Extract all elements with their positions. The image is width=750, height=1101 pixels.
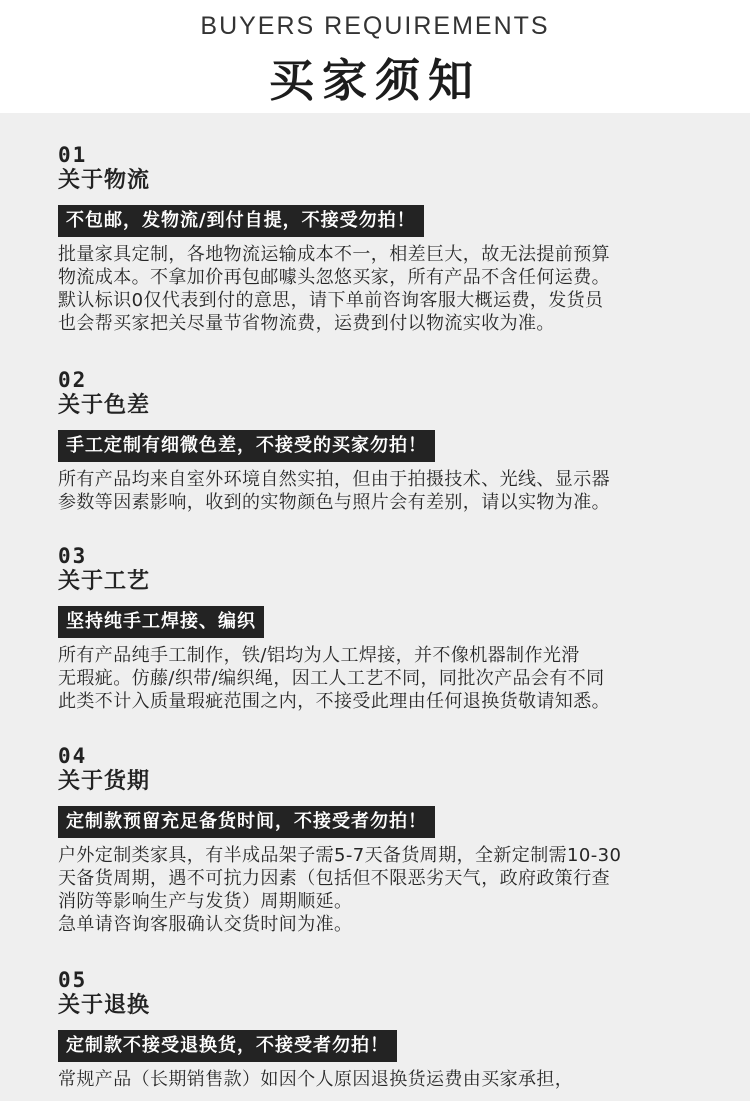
- section-body: 所有产品均来自室外环境自然实拍，但由于拍摄技术、光线、显示器 参数等因素影响，收到的实物颜色与照片会有差别，请以实物为准。: [58, 469, 610, 513]
- section-craftsmanship: [58, 544, 750, 744]
- section-banner: 不包邮，发物流/到付自提，不接受勿拍！: [58, 205, 424, 237]
- section-number: 05: [58, 968, 88, 992]
- section-title: 关于退换: [58, 993, 151, 1018]
- section-number: 01: [58, 143, 88, 167]
- section-title: 关于物流: [58, 168, 151, 193]
- section-title: 关于色差: [58, 393, 151, 418]
- section-number: 03: [58, 544, 88, 568]
- section-delivery-time: [58, 744, 750, 968]
- page-title-en: BUYERS REQUIREMENTS: [200, 12, 550, 40]
- section-color-difference: [58, 368, 750, 544]
- section-title: 关于货期: [58, 769, 151, 794]
- section-returns: [58, 968, 750, 1091]
- section-number: 02: [58, 368, 88, 392]
- section-banner: 手工定制有细微色差，不接受的买家勿拍！: [58, 430, 435, 462]
- section-number: 04: [58, 744, 88, 768]
- requirements-list: [0, 113, 750, 1091]
- section-logistics: [58, 143, 750, 368]
- section-body: 户外定制类家具，有半成品架子需5-7天备货周期，全新定制需10-30 天备货周期，遇不可抗力因素（包括但不限恶劣天气，政府政策行查 消防等影响生产与发货）周期顺延。 急单请咨询客服确认交货时间为准。: [58, 845, 622, 935]
- section-banner: 坚持纯手工焊接、编织: [58, 606, 264, 638]
- section-title: 关于工艺: [58, 569, 151, 594]
- section-banner: 定制款预留充足备货时间，不接受者勿拍！: [58, 806, 435, 838]
- section-banner: 定制款不接受退换货，不接受者勿拍！: [58, 1030, 397, 1062]
- section-body: 批量家具定制，各地物流运输成本不一，相差巨大，故无法提前预算 物流成本。不拿加价再包邮噱头忽悠买家，所有产品不含任何运费。 默认标识0仅代表到付的意思，请下单前咨询客服大概运费，发货员 也会帮买家把关尽量节省物流费，运费到付以物流实收为准。: [58, 244, 610, 334]
- page-title: 买家须知: [268, 54, 481, 107]
- section-body: 所有产品纯手工制作，铁/铝均为人工焊接，并不像机器制作光滑 无瑕疵。仿藤/织带/编织绳，因工人工艺不同，同批次产品会有不同 此类不计入质量瑕疵范围之内，不接受此理由任何退换货敬请知悉。: [58, 645, 610, 712]
- page-header: [0, 0, 750, 113]
- section-body: 常规产品（长期销售款）如因个人原因退换货运费由买家承担，: [58, 1069, 574, 1090]
